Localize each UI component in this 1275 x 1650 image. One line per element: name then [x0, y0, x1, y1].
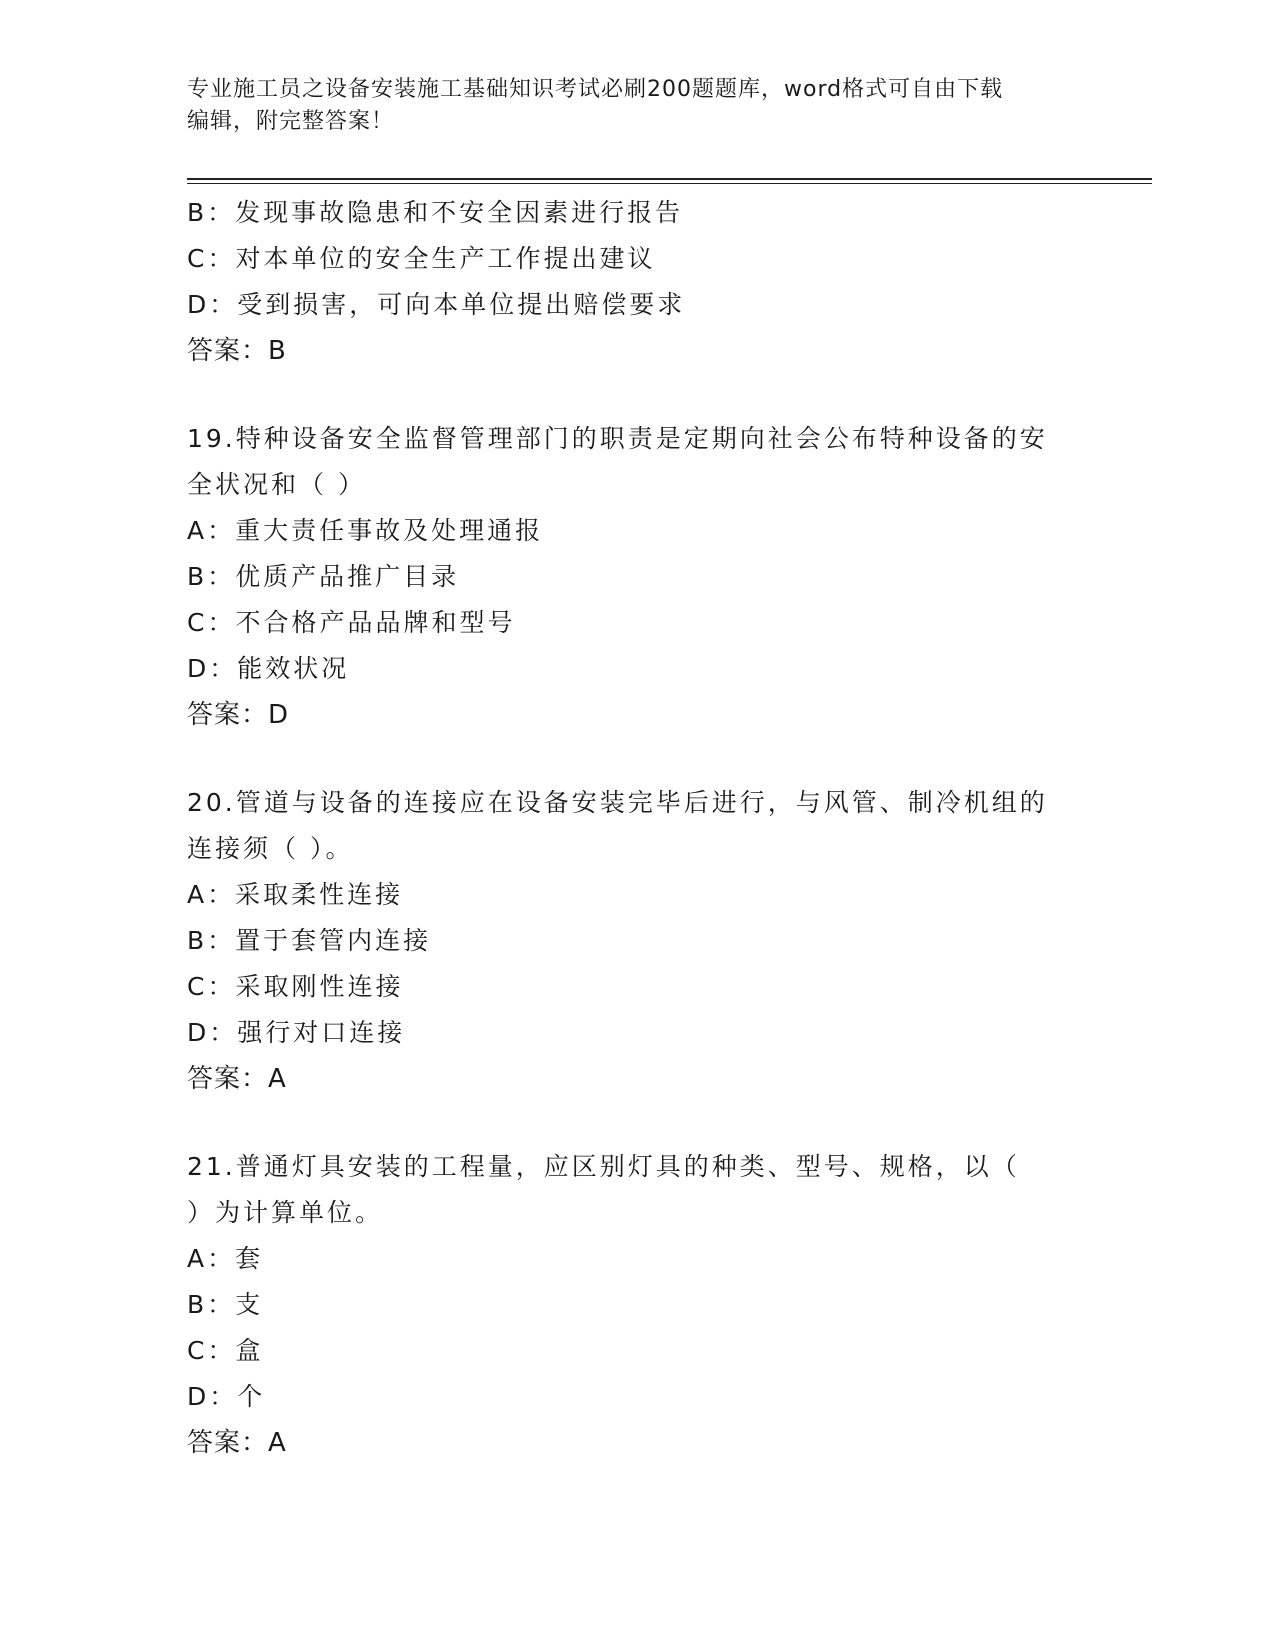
stem-line: 20.管道与设备的连接应在设备安装完毕后进行，与风管、制冷机组的: [187, 788, 1048, 817]
header-line-1: 专业施工员之设备安装施工基础知识考试必刷200题题库，word格式可自由下载: [187, 77, 1004, 102]
option: B：优质产品推广目录: [187, 562, 460, 591]
stem-line: 19.特种设备安全监督管理部门的职责是定期向社会公布特种设备的安: [187, 424, 1048, 453]
question-block: [187, 780, 1087, 1102]
answer: 答案：B: [187, 336, 287, 366]
header-divider-thick: [187, 178, 1152, 180]
option: C：盒: [187, 1336, 264, 1365]
stem-line: 全状况和（ ）: [187, 470, 366, 499]
option: C：对本单位的安全生产工作提出建议: [187, 244, 656, 273]
answer: 答案：A: [187, 1428, 287, 1458]
stem-line: ）为计算单位。: [187, 1198, 384, 1227]
option: B：置于套管内连接: [187, 926, 432, 955]
question-block: [187, 1144, 1087, 1466]
question-list: [187, 190, 1087, 1466]
stem-line: 连接须（ ）。: [187, 834, 354, 863]
option: A：采取柔性连接: [187, 880, 404, 909]
option: B：发现事故隐患和不安全因素进行报告: [187, 198, 684, 227]
option: C：采取刚性连接: [187, 972, 404, 1001]
question-stem: [187, 1144, 1087, 1236]
answer: 答案：D: [187, 700, 290, 730]
option: C：不合格产品品牌和型号: [187, 608, 516, 637]
option: D：强行对口连接: [187, 1018, 406, 1047]
header-divider-thin: [187, 183, 1152, 184]
question-stem: [187, 780, 1087, 872]
option: D：受到损害，可向本单位提出赔偿要求: [187, 290, 686, 319]
option: D：能效状况: [187, 654, 350, 683]
option: A：重大责任事故及处理通报: [187, 516, 544, 545]
option: A：套: [187, 1244, 264, 1273]
question-block: [187, 416, 1087, 738]
document-header: [187, 74, 1087, 138]
question-block: [187, 190, 1087, 374]
option: D：个: [187, 1382, 266, 1411]
question-stem: [187, 416, 1087, 508]
option: B：支: [187, 1290, 264, 1319]
header-line-2: 编辑，附完整答案！: [187, 109, 395, 134]
answer: 答案：A: [187, 1064, 287, 1094]
stem-line: 21.普通灯具安装的工程量，应区别灯具的种类、型号、规格，以（: [187, 1152, 1020, 1181]
